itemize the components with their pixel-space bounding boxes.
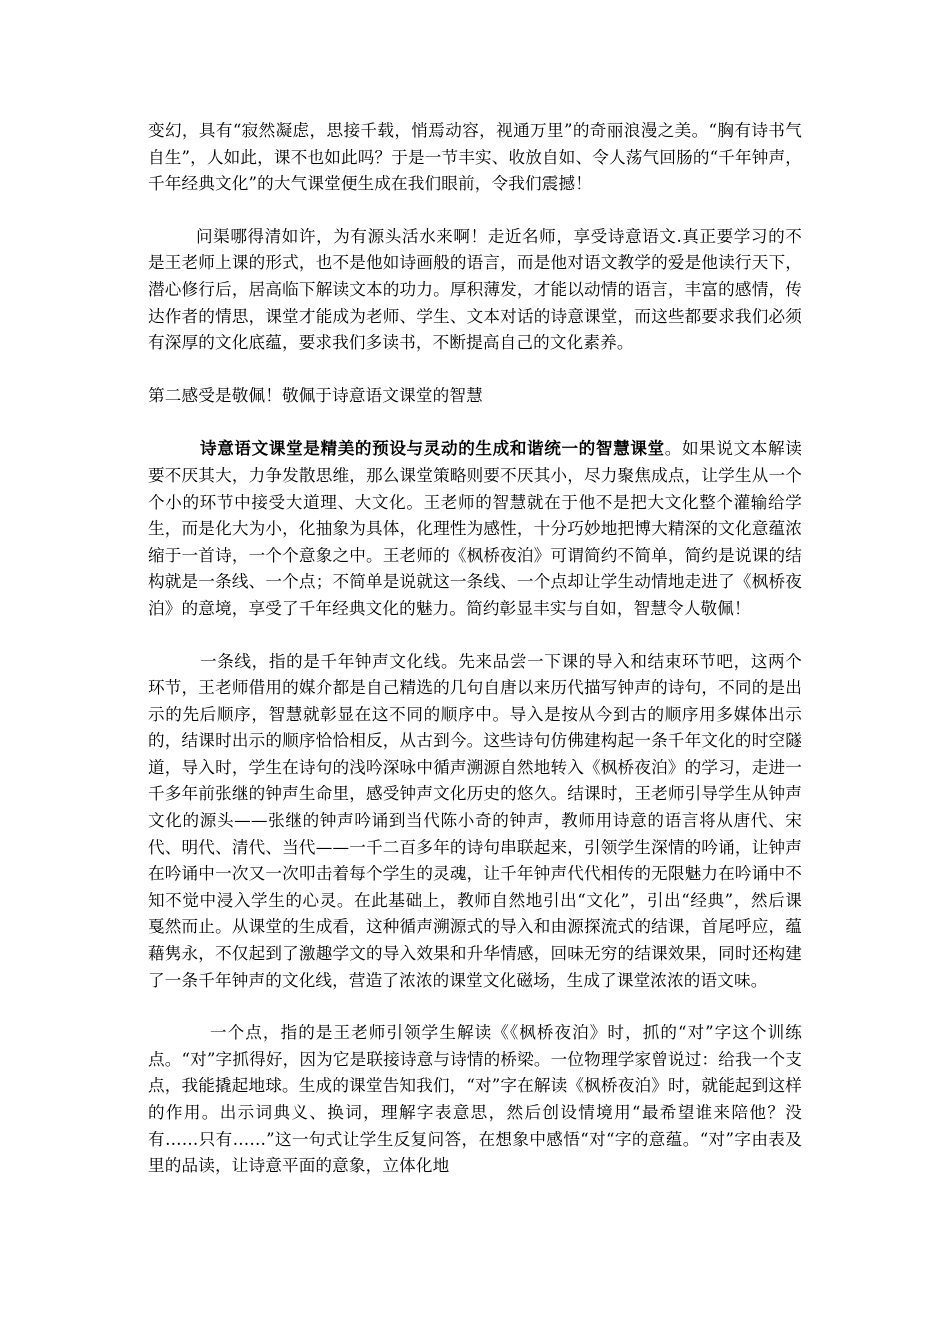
- bold-thesis-sentence: 诗意语文课堂是精美的预设与灵动的生成和谐统一的智慧课堂: [200, 438, 665, 459]
- paragraph-learning-reflection: 问渠哪得清如许，为有源头活水来啊！走近名师，享受诗意语文.真正要学习的不是王老师上课的形式，也不是他如诗画般的语言，而是他对语文教学的爱是他读行天下，潜心修行后，居高临下解读文本的功力。厚积薄发，才能以动情的语言，丰富的感情，传达作者的情思，课堂才能成为老师、学生、文本对话的诗意课堂，而这些都要求我们必须有深厚的文化底蕴，要求我们多读书，不断提高自己的文化素养。: [148, 226, 802, 353]
- paragraph-wisdom-classroom: [148, 435, 802, 622]
- document-page: [148, 118, 802, 1180]
- paragraph-intro-continuation: 变幻，具有“寂然凝虑，思接千载，悄焉动容，视通万里”的奇丽浪漫之美。“胸有诗书气自生”，人如此，课不也如此吗？于是一节丰实、收放自如、令人荡气回肠的“千年钟声，千年经典文化”的大气课堂便生成在我们眼前，令我们震撼！: [148, 121, 802, 194]
- paragraph-one-point: 一个点，指的是王老师引领学生解读《《枫桥夜泊》时，抓的“对”字这个训练点。“对”字抓得好，因为它是联接诗意与诗情的桥梁。一位物理学家曾说过：给我一个支点，我能撬起地球。生成的课堂告知我们，“对”字在解读《枫桥夜泊》时，就能起到这样的作用。出示词典义、换词，理解字表意思，然后创设情境用“最希望谁来陪他？没有……只有……”这一句式让学生反复问答，在想象中感悟“对“字的意蕴。“对”字由表及里的品读，让诗意平面的意象，立体化地: [148, 1023, 802, 1176]
- paragraph-one-line: 一条线，指的是千年钟声文化线。先来品尝一下课的导入和结束环节吧，这两个环节，王老师借用的媒介都是自己精选的几句自唐以来历代描写钟声的诗句，不同的是出示的先后顺序，智慧就彰显在这不同的顺序中。导入是按从今到古的顺序用多媒体出示的，结课时出示的顺序恰恰相反，从古到今。这些诗句仿佛建构起一条千年文化的时空隧道，导入时，学生在诗句的浅吟深咏中循声溯源自然地转入《枫桥夜泊》的学习，走进一千多年前张继的钟声生命里，感受钟声文化历史的悠久。结课时，王老师引导学生从钟声文化的源头——张继的钟声吟诵到当代陈小奇的钟声，教师用诗意的语言将从唐代、宋代、明代、清代、当代——一千二百多年的诗句串联起来，引领学生深情的吟诵，让钟声在吟诵中一次又一次叩击着每个学生的灵魂，让千年钟声代代相传的无限魅力在吟诵中不知不觉中浸入学生的心灵。在此基础上，教师自然地引出“文化”，引出“经典”，然后课戛然而止。从课堂的生成看，这种循声溯源式的导入和由源探流式的结课，首尾呼应，蕴藉隽永，不仅起到了激趣学文的导入效果和升华情感，回味无穷的结课效果，同时还构建了一条千年钟声的文化线，营造了浓浓的课堂文化磁场，生成了课堂浓浓的语文味。: [148, 651, 802, 990]
- section-heading: 第二感受是敬佩！敬佩于诗意语文课堂的智慧: [148, 385, 483, 405]
- paragraph-wisdom-body: 。如果说文本解读要不厌其大，力争发散思维，那么课堂策略则要不厌其小，尽力聚焦成点，让学生从一个个小的环节中接受大道理、大文化。王老师的智慧就在于他不是把大文化整个灌输给学生，而是化大为小，化抽象为具体，化理性为感性，十分巧妙地把博大精深的文化意蕴浓缩于一首诗，一个个意象之中。王老师的《枫桥夜泊》可谓简约不简单，简约是说课的结构就是一条线、一个点；不简单是说就这一条线、一个点却让学生动情地走进了《枫桥夜泊》的意境，享受了千年经典文化的魅力。简约彰显丰实与自如，智慧令人敬佩！: [148, 439, 802, 618]
